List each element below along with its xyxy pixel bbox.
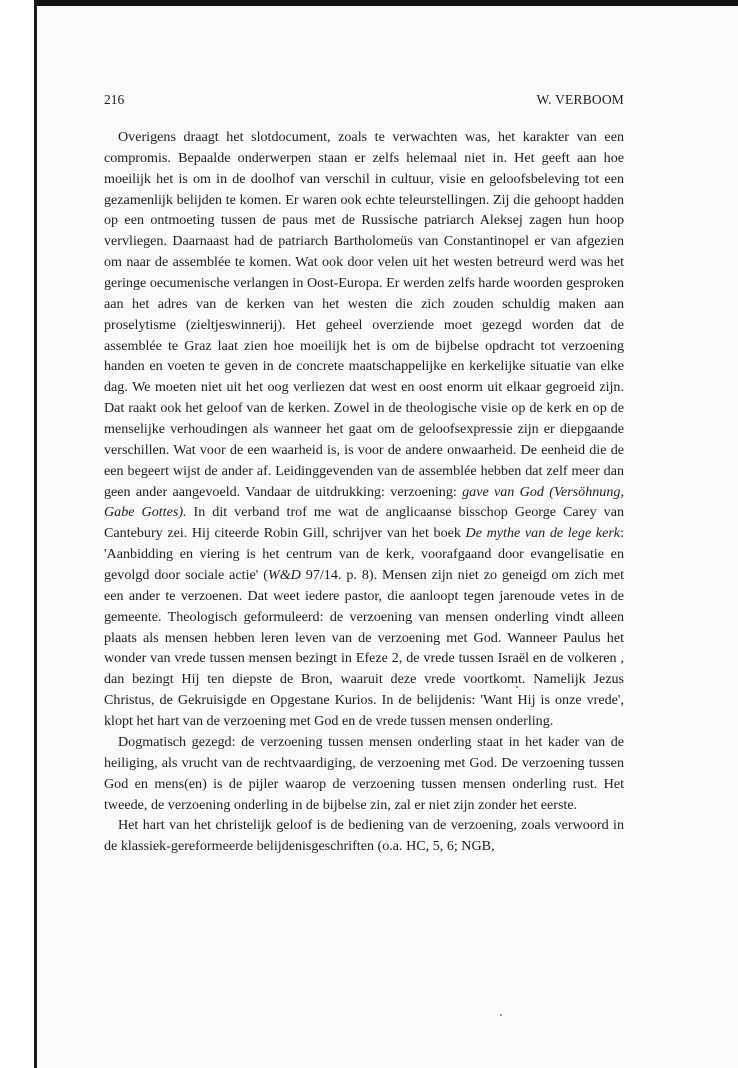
italic-text: gave van God (Versöhnung, Gabe Gottes). (104, 483, 624, 521)
text-run: In dit verband trof me wat de anglicaanse bisschop George Carey van Cantebury zei. Hij citeerde Robin Gill, schrijver van het boek (104, 504, 624, 542)
page-number: 216 (104, 92, 125, 107)
text-run: : 'Aanbidding en viering is het centrum van de kerk, voorafgaand door evangelisatie en gevolgd door sociale actie' ( (104, 525, 624, 584)
text-run: Dogmatisch gezegd: de verzoening tussen mensen onderling staat in het kader van de heiliging, als vrucht van de rechtvaardiging, de verzoening met God. De verzoening tussen God en mens(en) is de pijler waarop de verzoening tussen mensen onderling rust. Het tweede, de verzoening onderling in de bijbelse zin, zal er niet zijn zonder het eerste. (104, 733, 624, 813)
text-run: Het hart van het christelijk geloof is de bediening van de verzoening, zoals verwoord in de klassiek-gereformeerde belijdenisgeschriften (o.a. HC, 5, 6; NGB, (104, 817, 624, 855)
text-run: 97/14. p. 8). Mensen zijn niet zo geneigd om zich met een ander te verzoenen. Dat weet iedere pastor, die aanloopt tegen jarenoude vetes in de gemeente. Theologisch geformuleerd: de verzoening van mensen onderling vindt alleen plaats als mensen hebben leren leven van de verzoening met God. Wanneer Paulus het wonder van vrede tussen mensen bezingt in Efeze 2, de vrede tussen Israël en de volkeren , dan bezingt Hij ten diepste de Bron, waaruit deze vrede voortkomt. Namelijk Jezus Christus, de Gekruisigde en Opgestane Kurios. In de belijdenis: 'Want Hij is onze vrede', klopt het hart van de verzoening met God en de vrede tussen mensen onderling. (104, 567, 625, 730)
text-run: Overigens draagt het slotdocument, zoals te verwachten was, het karakter van een compromis. Bepaalde onderwerpen staan er zelfs helemaal niet in. Het geeft aan hoe moeilijk het is om in de doolhof van verschil in cultuur, visie en geloofsbeleving tot een gezamenlijk belijden te komen. Er waren ook echte teleurstellingen. Zij die gehoopt hadden op een ontmoeting tussen de paus met de Russische patriarch Aleksej zagen hun hoop vervliegen. Daarnaast had de patriarch Bartholomeüs van Constantinopel er van afgezien om naar de assemblée te komen. Wat ook door velen uit het westen betreurd werd was het geringe oecumenische verlangen in Oost-Europa. Er werden zelfs harde woorden gesproken aan het adres van de kerken van het westen die zich zouden schuldig maken aan proselytisme (zieltjeswinnerij). Het geheel overziende moet gezegd worden dat de assemblée te Graz laat zien hoe moeilijk het is om de bijbelse opdracht tot verzoening handen en voeten te geven in de concrete maatschappelijke en kerkelijke situatie van elke dag. We moeten niet uit het oog verliezen dat west en oost enorm uit elkaar gegroeid zijn. Dat raakt ook het geloof van de kerken. Zowel in de theologische visie op de kerk en op de menselijke verhoudingen als wanneer het gaat om de geloofsexpressie zijn er diepgaande verschillen. Wat voor de een waarheid is, is voor de andere onwaarheid. De eenheid die de een begeert wijst de ander af. Leidinggevenden van de assemblée hebben dat zelf meer dan geen ander aangevoeld. Vandaar de uitdrukking: verzoening: (104, 129, 624, 500)
paragraph (104, 732, 624, 815)
italic-text: W&D (267, 567, 301, 584)
paragraph (104, 127, 624, 732)
body-text (104, 127, 624, 857)
running-head-author: W. VERBOOM (536, 92, 624, 107)
scan-speck (500, 1014, 502, 1016)
italic-text: De mythe van de lege kerk (465, 525, 621, 542)
paragraph (104, 815, 624, 857)
